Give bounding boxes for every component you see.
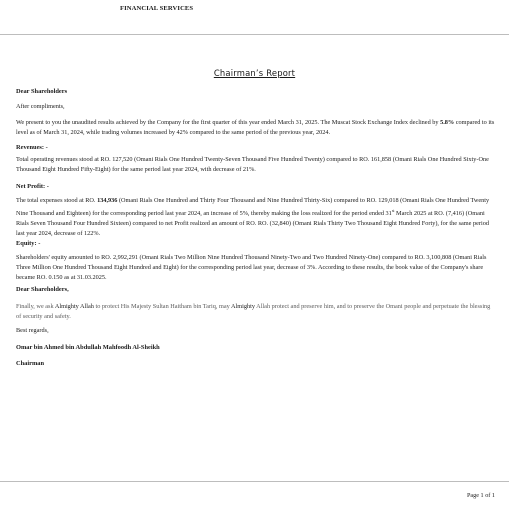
total-expenses-value: 134,936 xyxy=(97,197,118,204)
intro-text-end: compared to its level as of March 31, 2024, while trading volumes increased by 42% compared to the same period of the previous year, 2024. xyxy=(16,119,495,136)
intro-paragraph xyxy=(16,118,496,138)
ordinal-suffix: st xyxy=(391,208,395,213)
net-profit-paragraph xyxy=(16,196,496,239)
closing-salutation: Dear Shareholders, xyxy=(16,286,69,293)
net-profit-text-middle: (Omani Rials One Hundred and Thirty Four Thousand and Nine Hundred Thirty-Six) compared to RO. 129,018 (Omani Rials One Hundred Twenty Nine Thousand and Eighteen) for the corresponding period last year 2024, an increase of 5%, thereby making the loss realized for the period ended 31 xyxy=(16,197,490,217)
company-header: FINANCIAL SERVICES xyxy=(120,5,194,12)
almighty-text: Almighty xyxy=(231,303,255,310)
compliments: After compliments, xyxy=(16,103,65,110)
revenues-paragraph: Total operating revenues stood at RO. 127,520 (Omani Rials One Hundred Twenty-Seven Thousand Five Hundred Twenty) compared to RO. 161,858 (Omani Rials One Hundred Sixty-One Thousand Eight Hundred Fifty-Eight) for the same period last year 2024, with decrease of 21%. xyxy=(16,156,489,173)
net-profit-text-end: March 2025 at RO. (7,416) (Omani Rials Seven Thousand Four Hundred Sixteen) compared to net Profit realized an amount of RO. RO. (32,840) (Omani Rials Thirty Two Thousand Eight Hundred Forty), for the same period last year 2024, decrease of 122%. xyxy=(16,210,489,237)
equity-paragraph: Shareholders' equity amounted to RO. 2,992,291 (Omani Rials Two Million Nine Hundred Thousand Ninety-Two and Two Hundred Ninety-One) compared to RO. 3,100,808 (Omani Rials Three Million One Hundred Thousand Eight Hundred and Eight) for the corresponding period last year, decrease of 3%. According to these results, the book value of the Company's share became RO. 0.150 as at 31.03.2025. xyxy=(16,254,487,281)
closing-text-start: Finally, we ask xyxy=(16,303,55,310)
report-title: Chairman’s Report xyxy=(213,68,296,78)
footer-divider xyxy=(0,481,509,482)
signatory-name: Omar bin Ahmed bin Abdullah Mahfoodh Al-Sheikh xyxy=(16,344,160,351)
signatory-title: Chairman xyxy=(16,360,45,367)
closing-text-middle: to protect His Majesty Sultan Haitham bin Tariq, may xyxy=(93,303,231,310)
revenues-heading: Revenues: - xyxy=(16,144,48,151)
intro-text-start: We present to you the unaudited results achieved by the Company for the first quarter of this year ended March 31, 2025. The Muscat Stock Exchange Index declined by xyxy=(16,119,441,126)
closing-paragraph xyxy=(16,302,496,322)
net-profit-text-start: The total expenses stood at RO. xyxy=(16,197,98,204)
header-divider xyxy=(0,34,509,35)
index-decline-value: 5.8% xyxy=(440,119,455,126)
net-profit-heading: Net Profit: - xyxy=(16,183,49,190)
almighty-allah-text: Almighty Allah xyxy=(54,303,94,310)
equity-heading: Equity: - xyxy=(16,240,41,247)
salutation: Dear Shareholders xyxy=(16,88,68,95)
closing-text-end: Allah protect and preserve him, and to preserve the Omani people and perpetuate the blessing of security and safety. xyxy=(16,303,491,320)
page-number: Page 1 of 1 xyxy=(466,492,495,499)
best-regards: Best regards, xyxy=(16,327,49,334)
